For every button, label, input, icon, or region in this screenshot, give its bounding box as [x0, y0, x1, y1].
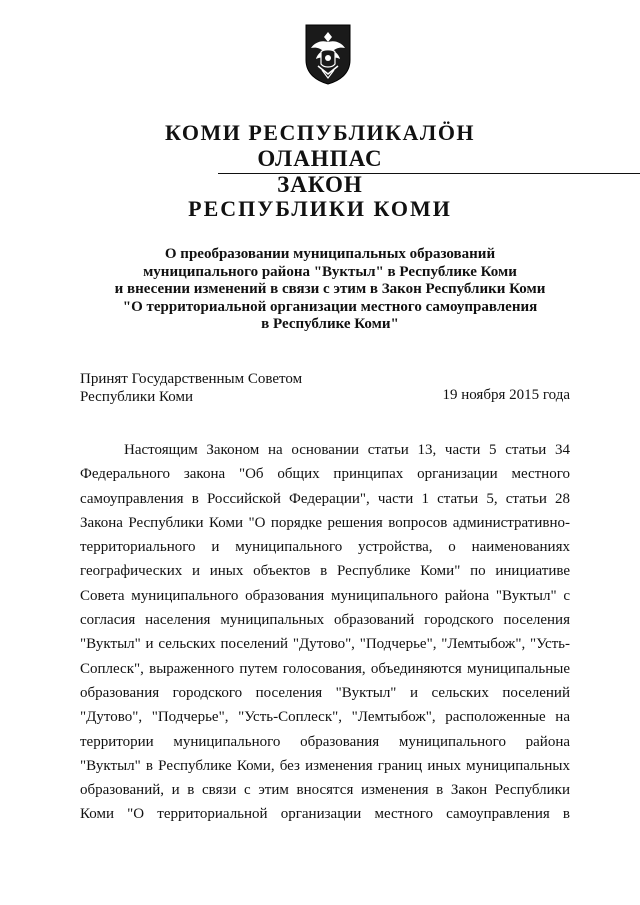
- law-title-line: в Республике Коми": [261, 316, 399, 332]
- header-republic: РЕСПУБЛИКИ КОМИ: [188, 196, 452, 221]
- law-title: [60, 246, 600, 334]
- adoption-date: 19 ноября 2015 года: [442, 387, 570, 403]
- law-title-line: "О территориальной организации местного самоуправления: [122, 298, 538, 315]
- body-line: Соплеск", выраженного путем голосования, объединяются муниципальные: [80, 660, 570, 677]
- adoption-line: Принят Государственным Советом: [80, 371, 303, 387]
- body-line: географических и иных объектов в Республике Коми" по инициативе: [80, 563, 570, 580]
- body-line: образования городского поселения "Вуктыл" и сельских поселений: [80, 684, 570, 701]
- header-zakon: ЗАКОН: [277, 172, 363, 197]
- law-body: [80, 438, 570, 827]
- body-line: территориального и муниципального устройства, о наименованиях: [80, 539, 570, 556]
- law-title-line: муниципального района "Вуктыл" в Республике Коми: [143, 263, 517, 280]
- body-line: территории муниципального образования муниципального района: [80, 733, 570, 750]
- header-komi-name: КОМИ РЕСПУБЛИКАЛӦН: [164, 120, 476, 145]
- law-title-line: О преобразовании муниципальных образований: [164, 246, 496, 262]
- body-line: самоуправления в Российской Федерации", части 1 статьи 5, статьи 28: [80, 490, 570, 507]
- body-line: Коми "О территориальной организации местного самоуправления в: [80, 806, 570, 823]
- body-line: "Вуктыл" и сельских поселений "Дутово", "Подчерье", "Лемтыбож", "Усть-: [80, 636, 570, 653]
- body-line: Совета муниципального образования муниципального района "Вуктыл" с: [80, 587, 570, 604]
- coat-of-arms-icon: [303, 22, 353, 86]
- body-line: Настоящим Законом на основании статьи 13, части 5 статьи 34: [124, 442, 570, 458]
- adoption-info: [80, 370, 302, 406]
- law-title-line: и внесении изменений в связи с этим в Закон Республики Коми: [114, 281, 546, 297]
- body-line: согласия населения муниципальных образований городского поселения: [80, 612, 570, 629]
- adoption-line: Республики Коми: [80, 389, 193, 405]
- body-line: "Вуктыл" в Республике Коми, без изменения границ иных муниципальных: [80, 757, 570, 774]
- body-line: "Дутово", "Подчерье", "Усть-Соплеск", "Лемтыбож", расположенные на: [80, 709, 570, 726]
- header-olanpas: ОЛАНПАС: [257, 146, 383, 171]
- body-line: образований, и в связи с этим вносятся изменения в Закон Республики: [80, 782, 570, 799]
- body-line: Федерального закона "Об общих принципах организации местного: [80, 466, 570, 483]
- body-line: Закона Республики Коми "О порядке решения вопросов административно-: [80, 514, 570, 531]
